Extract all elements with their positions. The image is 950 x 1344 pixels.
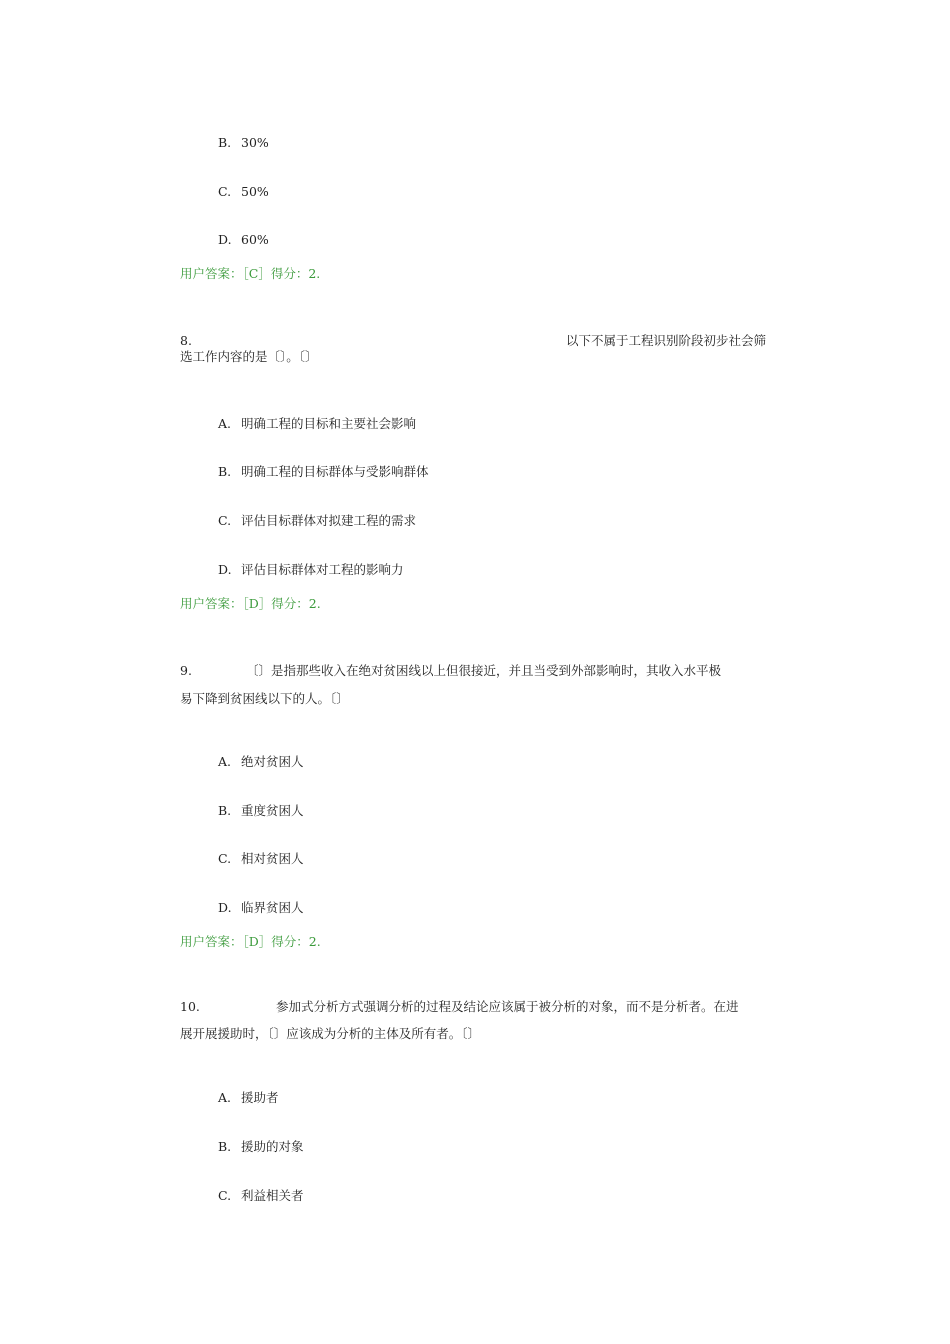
q8-user-answer: 用户答案：［D］得分：2. xyxy=(180,596,321,611)
option-text: 绝对贫困人 xyxy=(241,754,304,769)
option-text: 利益相关者 xyxy=(241,1188,304,1203)
option-text: 评估目标群体对拟建工程的需求 xyxy=(241,513,417,528)
q9-user-answer: 用户答案：［D］得分：2. xyxy=(180,934,321,949)
option-letter: D. xyxy=(218,562,232,577)
option-text: 明确工程的目标和主要社会影响 xyxy=(241,416,417,431)
question-text-line1: 参加式分析方式强调分析的过程及结论应该属于被分析的对象，而不是分析者。在进 xyxy=(276,999,739,1014)
option-letter: C. xyxy=(218,513,232,528)
option-text: 相对贫困人 xyxy=(241,851,304,866)
question-text-line2: 易下降到贫困线以下的人。〔〕 xyxy=(180,691,349,706)
question-text-line2: 展开展援助时，〔〕应该成为分析的主体及所有者。〔〕 xyxy=(180,1026,481,1041)
option-text: 重度贫困人 xyxy=(241,803,304,818)
option-letter: A. xyxy=(218,416,232,431)
option-text: 援助的对象 xyxy=(241,1139,304,1154)
question-text-line1: 以下不属于工程识别阶段初步社会筛 xyxy=(566,333,767,348)
option-text: 明确工程的目标群体与受影响群体 xyxy=(241,464,429,479)
q7-user-answer: 用户答案：［C］得分：2. xyxy=(180,266,321,281)
option-letter: A. xyxy=(218,754,232,769)
question-number: 8. xyxy=(180,333,192,348)
question-text-line1: 〔〕是指那些收入在绝对贫困线以上但很接近，并且当受到外部影响时，其收入水平极 xyxy=(246,663,722,678)
option-letter: B. xyxy=(218,1139,232,1154)
option-text: 评估目标群体对工程的影响力 xyxy=(241,562,404,577)
option-text: 30% xyxy=(241,135,269,150)
option-text: 临界贫困人 xyxy=(241,900,304,915)
option-letter: C. xyxy=(218,184,232,199)
option-letter: C. xyxy=(218,1188,232,1203)
option-letter: C. xyxy=(218,851,232,866)
question-number: 9. xyxy=(180,663,192,678)
option-text: 援助者 xyxy=(241,1090,279,1105)
option-text: 50% xyxy=(241,184,269,199)
option-letter: D. xyxy=(218,232,232,247)
option-text: 60% xyxy=(241,232,269,247)
option-letter: B. xyxy=(218,803,232,818)
option-letter: D. xyxy=(218,900,232,915)
option-letter: B. xyxy=(218,464,232,479)
question-text-line2: 选工作内容的是〔〕。〔〕 xyxy=(180,349,318,364)
question-number: 10. xyxy=(180,999,200,1014)
option-letter: B. xyxy=(218,135,232,150)
option-letter: A. xyxy=(218,1090,232,1105)
